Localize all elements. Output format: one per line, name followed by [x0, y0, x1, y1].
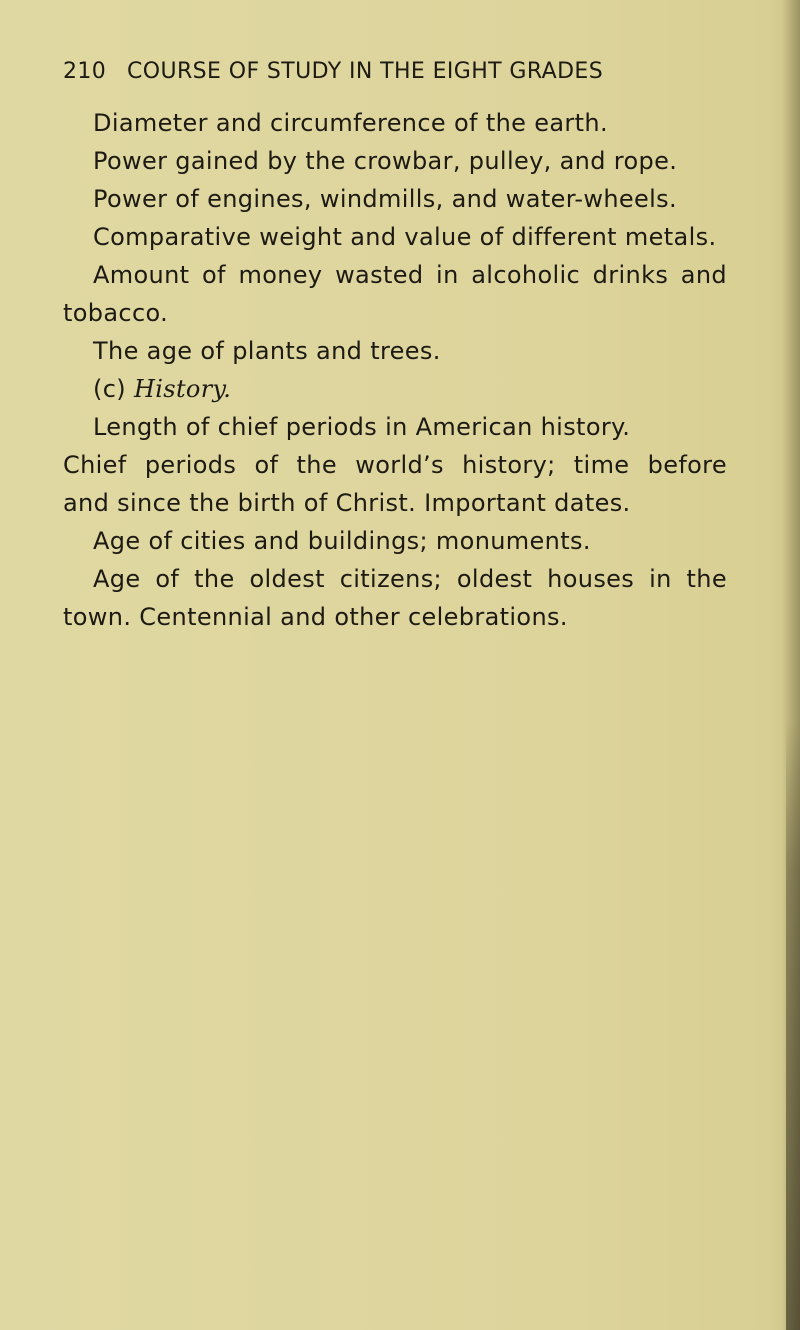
text-line: Age of cities and buildings; monuments. [93, 527, 591, 555]
text-line: Diameter and circumference of the earth. [93, 109, 608, 137]
text-line: Amount of money wasted in alcoholic drinks and [93, 261, 727, 289]
text-line: tobacco. [63, 299, 169, 327]
text-line: Power of engines, windmills, and water-wheels. [93, 185, 678, 213]
section-heading [63, 370, 727, 408]
text-line: Power gained by the crowbar, pulley, and rope. [93, 147, 678, 175]
text-line: Comparative weight and value of different metals. [93, 223, 717, 251]
text-line: town. Centennial and other celebrations. [63, 603, 568, 631]
page-body [63, 104, 727, 636]
text-line: and since the birth of Christ. Important dates. [63, 489, 631, 517]
text-line: The age of plants and trees. [93, 337, 441, 365]
running-title: COURSE OF STUDY IN THE EIGHT GRADES [127, 59, 604, 84]
text-line: Chief periods of the world’s history; time before [63, 451, 727, 479]
section-title: History. [133, 375, 232, 403]
page-number: 210 [63, 59, 107, 84]
running-header [63, 56, 663, 88]
page-edge-dark [786, 720, 800, 1330]
section-marker: (c) [93, 375, 126, 403]
text-line: Length of chief periods in American history. [93, 413, 631, 441]
text-line: Age of the oldest citizens; oldest houses in the [93, 565, 727, 593]
